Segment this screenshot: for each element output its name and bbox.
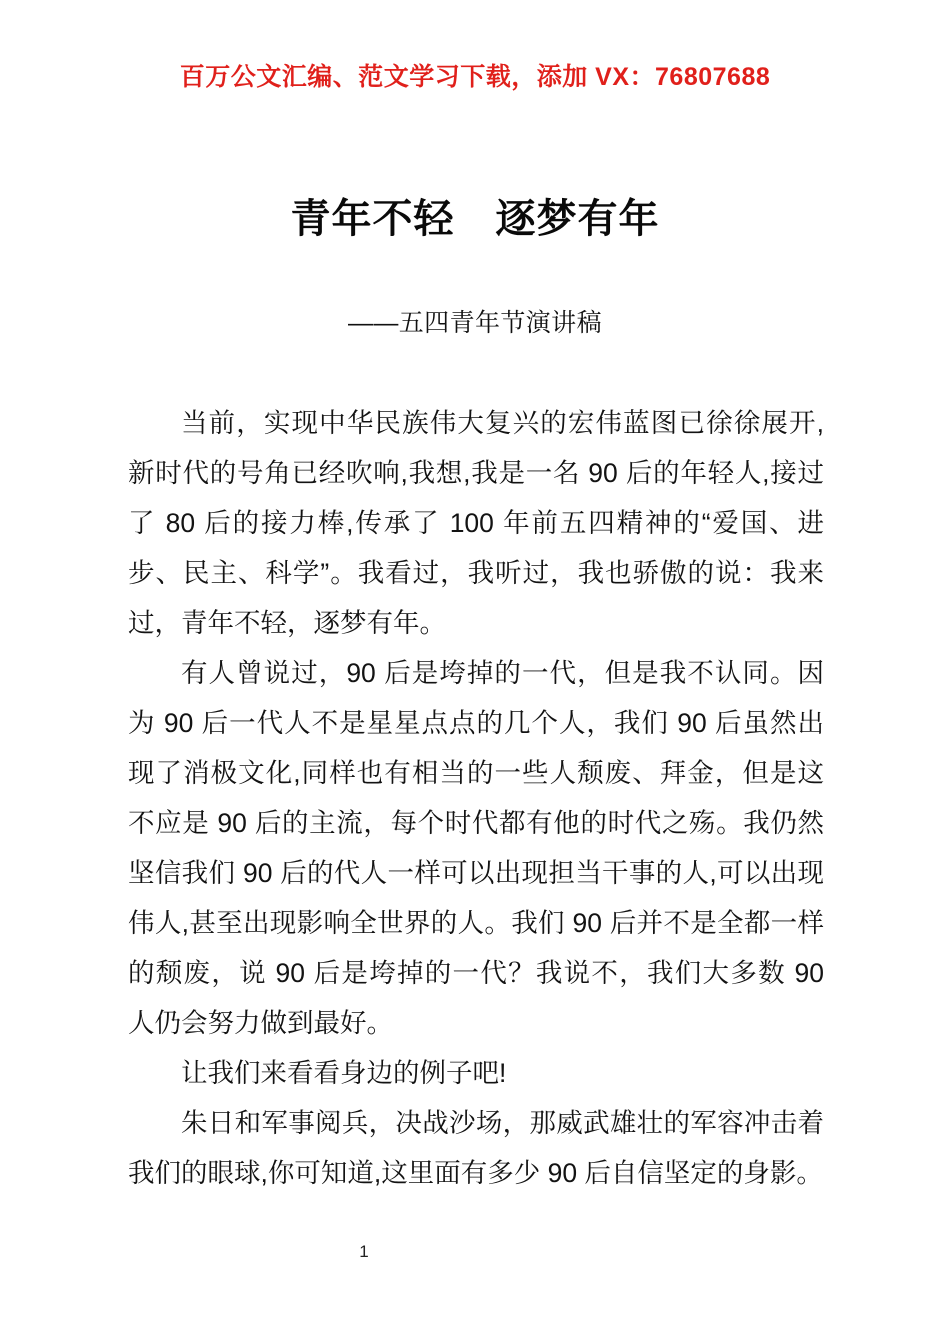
document-body: [128, 398, 824, 1198]
body-paragraph: 朱日和军事阅兵，决战沙场，那威武雄壮的军容冲击着我们的眼球,你可知道,这里面有多少 90 后自信坚定的身影。: [128, 1108, 824, 1188]
body-paragraph: 让我们来看看身边的例子吧!: [181, 1058, 507, 1088]
promo-header-banner: 百万公文汇编、范文学习下载，添加 VX：76807688: [179, 63, 771, 91]
page-number: 1: [359, 1242, 369, 1261]
body-paragraph: 当前，实现中华民族伟大复兴的宏伟蓝图已徐徐展开,新时代的号角已经吹响,我想,我是一名 90 后的年轻人,接过了 80 后的接力棒,传承了 100 年前五四精神的“爱国、进步、民主、科学”。我看过，我听过，我也骄傲的说：我来过，青年不轻，逐梦有年。: [128, 408, 824, 638]
page-subtitle: ——五四青年节演讲稿: [347, 309, 602, 337]
body-paragraph: 有人曾说过，90 后是垮掉的一代，但是我不认同。因为 90 后一代人不是星星点点的几个人，我们 90 后虽然出现了消极文化,同样也有相当的一些人颓废、拜金，但是这不应是 90 后的主流，每个时代都有他的时代之殇。我仍然坚信我们 90 后的代人一样可以出现担当干事的人,可以出现伟人,甚至出现影响全世界的人。我们 90 后并不是全都一样的颓废，说 90 后是垮掉的一代？我说不，我们大多数 90 人仍会努力做到最好。: [128, 658, 824, 1038]
page-title: 青年不轻 逐梦有年: [290, 197, 660, 241]
